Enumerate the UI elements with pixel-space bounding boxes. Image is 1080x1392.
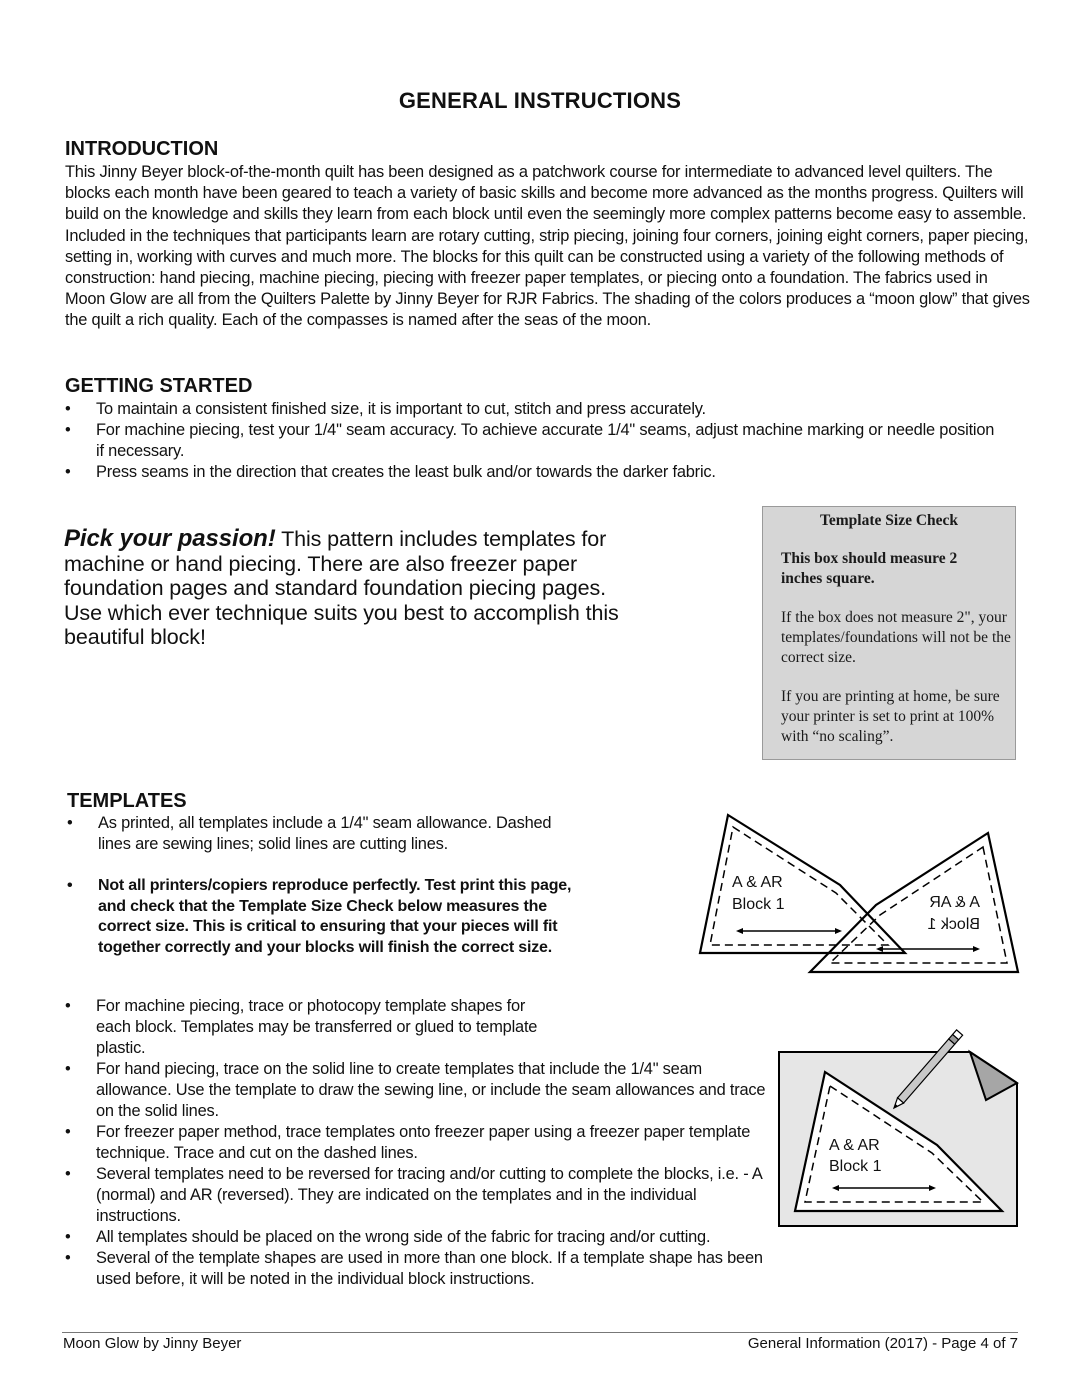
tracing-template-diagram xyxy=(770,1020,1030,1235)
passion-emphasis: Pick your passion! xyxy=(64,525,276,552)
template-ar-block-label: Block 1 xyxy=(927,916,980,933)
template-a-ar-diagram xyxy=(690,805,1030,985)
list-item: • To maintain a consistent finished size, it is important to cut, stitch and press accurately. xyxy=(65,400,706,418)
footer-left-text: Moon Glow by Jinny Beyer xyxy=(63,1335,242,1352)
template-ar-label: A & AR xyxy=(929,894,980,911)
bullet: • xyxy=(67,877,73,894)
bullet: • xyxy=(65,1123,71,1141)
bullet: • xyxy=(65,1228,71,1246)
bullet: • xyxy=(65,1060,71,1078)
getting-started-list xyxy=(65,399,995,483)
page-title: GENERAL INSTRUCTIONS xyxy=(398,88,682,113)
traced-template-label: A & AR xyxy=(829,1137,880,1154)
bullet: • xyxy=(65,421,71,439)
size-check-paragraph-1: If the box does not measure 2", your templates/foundations will not be the correct size. xyxy=(781,609,1011,666)
list-item: • For machine piecing, test your 1/4" seam accuracy. To achieve accurate 1/4" seams, adjust machine marking or needle position if necessary. xyxy=(65,421,995,460)
list-item: • Not all printers/copiers reproduce perfectly. Test print this page, and check that the Template Size Check below measures the correct size. This is critical to ensuring that your pieces will fit together correctly and your blocks will finish the correct size. xyxy=(67,877,572,956)
template-a-shape xyxy=(700,815,905,953)
list-item: • Press seams in the direction that creates the least bulk and/or towards the darker fabric. xyxy=(65,463,716,481)
list-item: • As printed, all templates include a 1/4" seam allowance. Dashed lines are sewing lines; solid lines are cutting lines. xyxy=(67,814,552,853)
bullet: • xyxy=(65,1165,71,1183)
bullet: • xyxy=(65,400,71,418)
size-check-bold: This box should measure 2 inches square. xyxy=(781,550,958,587)
bullet: • xyxy=(65,463,71,481)
list-item: • For machine piecing, trace or photocopy template shapes for each block. Templates may be transferred or glued to template plastic. xyxy=(65,997,538,1057)
bullet: • xyxy=(65,997,71,1015)
introduction-heading: INTRODUCTION xyxy=(65,138,219,160)
footer-divider xyxy=(62,1332,1018,1333)
list-item: • For hand piecing, trace on the solid line to create templates that include the 1/4" seam allowance. Use the template to draw the sewing line, or include the seam allowances and trace on the solid lines. xyxy=(65,1060,766,1120)
templates-heading: TEMPLATES xyxy=(67,790,187,812)
template-size-check-box xyxy=(762,506,1016,760)
size-check-title: Template Size Check xyxy=(819,512,959,529)
traced-template-block-label: Block 1 xyxy=(829,1158,882,1175)
template-a-label: A & AR xyxy=(732,874,783,891)
bullet: • xyxy=(65,1249,71,1267)
bullet: • xyxy=(67,814,73,832)
list-item: • All templates should be placed on the wrong side of the fabric for tracing and/or cutting. xyxy=(65,1228,711,1246)
templates-notes-list xyxy=(67,813,587,958)
getting-started-heading: GETTING STARTED xyxy=(65,375,253,397)
templates-list xyxy=(65,996,775,1290)
list-item: • Several of the template shapes are used in more than one block. If a template shape has been used before, it will be noted in the individual block instructions. xyxy=(65,1249,763,1288)
footer-page-info: General Information (2017) - Page 4 of 7 xyxy=(747,1335,1018,1352)
pick-your-passion-text xyxy=(64,527,634,650)
list-item: • For freezer paper method, trace templates onto freezer paper using a freezer paper template technique. Trace and cut on the dashed lines. xyxy=(65,1123,751,1162)
template-a-block-label: Block 1 xyxy=(732,896,785,913)
passion-body: This pattern includes templates for machine or hand piecing. There are also freezer paper foundation pages and standard foundation piecing pages. Use which ever technique suits you best to accomplish this beautiful block! xyxy=(64,527,619,649)
size-check-paragraph-2: If you are printing at home, be sure your printer is set to print at 100% with “no scaling”. xyxy=(781,688,1000,745)
introduction-paragraph: This Jinny Beyer block-of-the-month quilt has been designed as a patchwork course for intermediate to advanced level quilters. The blocks each month have been geared to teach a variety of basic skills and become more advanced as the months progress. Quilters will build on the knowledge and skills they learn from each block until even the seemingly more complex patterns become easy to assemble. Included in the techniques that participants learn are rotary cutting, strip piecing, joining four corners, joining eight corners, paper piecing, setting in, working with curves and much more. The blocks for this quilt can be constructed using a variety of the following methods of construction: hand piecing, machine piecing, piecing with freezer paper templates, or piecing onto a foundation. The fabrics used in Moon Glow are all from the Quilters Palette by Jinny Beyer for RJR Fabrics. The shading of the colors produces a “moon glow” that gives the quilt a rich quality. Each of the compasses is named after the seas of the moon. xyxy=(65,163,1030,330)
list-item: • Several templates need to be reversed for tracing and/or cutting to complete the blocks, i.e. - A (normal) and AR (reversed). They are indicated on the templates and in the individual instructions. xyxy=(65,1165,762,1225)
